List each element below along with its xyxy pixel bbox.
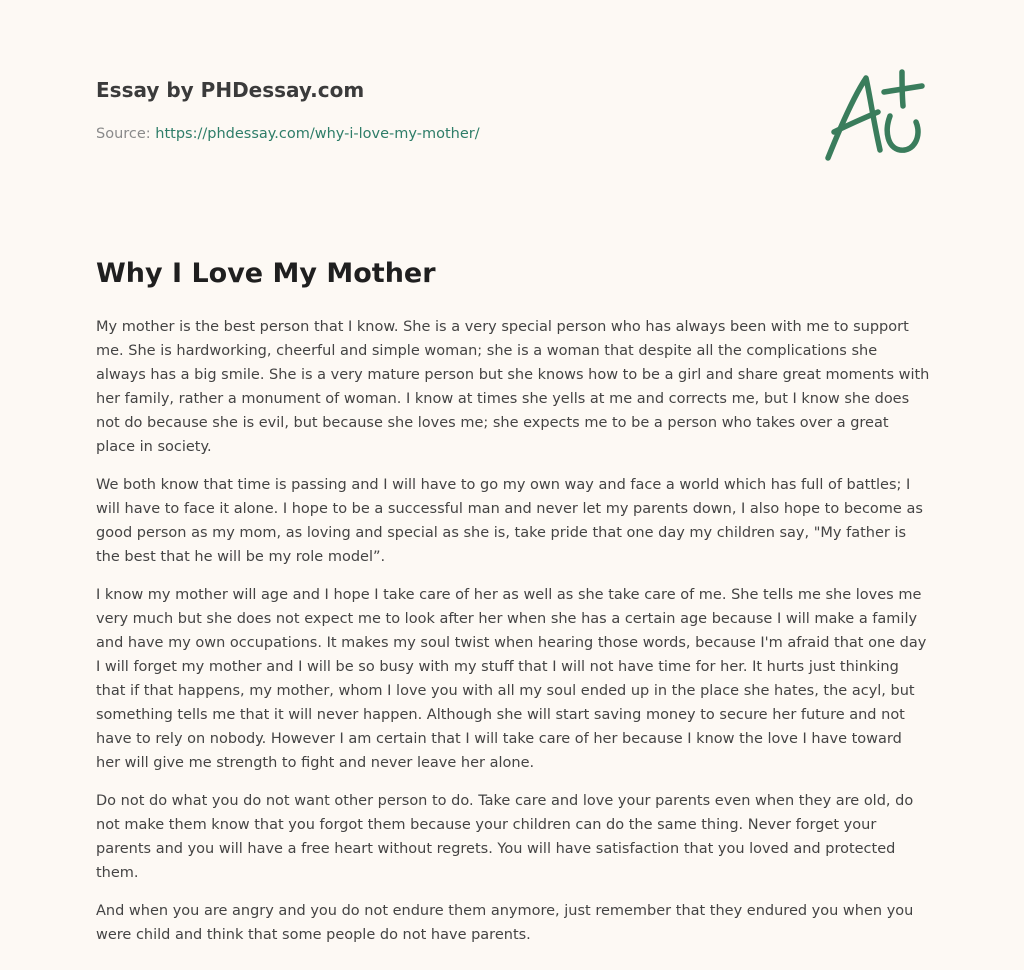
essay-title: Why I Love My Mother <box>96 258 436 289</box>
header <box>96 76 796 144</box>
essay-body <box>96 315 930 961</box>
a-plus-grade-icon <box>820 66 930 166</box>
source-line <box>96 124 796 144</box>
essay-paragraph: We both know that time is passing and I will have to go my own way and face a world which has full of battles; I will have to face it alone. I hope to be a successful man and never let my parents down, I also hope to become as good person as my mom, as loving and special as she is, take pride that one day my children say, "My father is the best that he will be my role model”. <box>96 477 923 565</box>
essay-paragraph: I know my mother will age and I hope I take care of her as well as she take care of me. She tells me she loves me very much but she does not expect me to look after her when she has a certain age because I will make a family and have my own occupations. It makes my soul twist when hearing those words, because I'm afraid that one day I will forget my mother and I will be so busy with my stuff that I will not have time for her. It hurts just thinking that if that happens, my mother, whom I love you with all my soul ended up in the place she hates, the acyl, but something tells me that it will never happen. Although she will start saving money to secure her future and not have to rely on nobody. However I am certain that I will take care of her because I know the love I have toward her will give me strength to fight and never leave her alone. <box>96 587 927 771</box>
source-label: Source: <box>96 126 156 142</box>
source-link[interactable]: https://phdessay.com/why-i-love-my-mother/ <box>155 126 480 142</box>
essay-paragraph: Do not do what you do not want other person to do. Take care and love your parents even when they are old, do not make them know that you forgot them because your children can do the same thing. Never forget your parents and you will have a free heart without regrets. You will have satisfaction that you loved and protected them. <box>96 793 914 881</box>
essay-paragraph: My mother is the best person that I know. She is a very special person who has always been with me to support me. She is hardworking, cheerful and simple woman; she is a woman that despite all the complications she always has a big smile. She is a very mature person but she knows how to be a girl and share great moments with her family, rather a monument of woman. I know at times she yells at me and corrects me, but I know she does not do because she is evil, but because she loves me; she expects me to be a person who takes over a great place in society. <box>96 319 930 455</box>
essay-paragraph: And when you are angry and you do not endure them anymore, just remember that they endured you when you were child and think that some people do not have parents. <box>96 903 914 943</box>
site-title: Essay by PHDessay.com <box>96 78 365 102</box>
